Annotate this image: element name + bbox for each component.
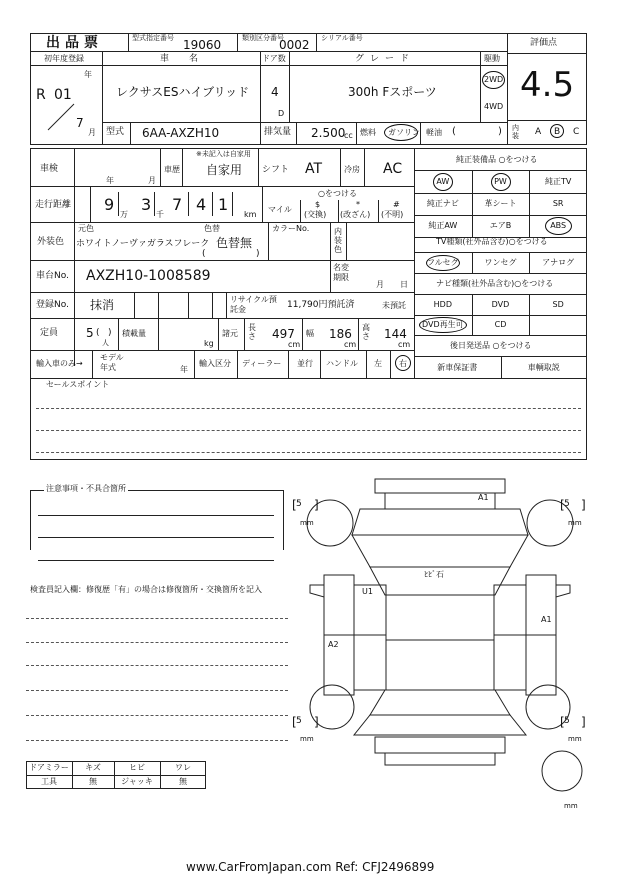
- height-unit: cm: [398, 340, 411, 349]
- bracket-fl: [: [292, 498, 297, 512]
- import-label: 輸入車のみ→: [36, 359, 83, 368]
- height-label: 高さ: [362, 323, 370, 341]
- car-name-label: 車名: [160, 54, 219, 64]
- mileage-man: 万: [120, 210, 128, 219]
- equipment-item-row-line: [414, 215, 587, 216]
- tv-title: TV種類(社外品含む)○をつける: [436, 237, 548, 246]
- interior-color-label: 内装色: [334, 227, 342, 254]
- tv-item-3: アナログ: [542, 258, 575, 267]
- bracket-rr: [: [560, 715, 565, 729]
- footer-ref: www.CarFromJapan.com Ref: CFJ2496899: [186, 860, 435, 874]
- doc-title: 出品票: [46, 35, 103, 51]
- tamper-symbol: *: [356, 200, 360, 209]
- legend-crack: ヒビ: [129, 763, 145, 772]
- navi-item-5: CD: [494, 320, 507, 329]
- mileage-circle-note: ○をつける: [318, 189, 357, 198]
- bracket-rl-close: ]: [314, 715, 319, 729]
- exterior-label: 外装色: [37, 237, 65, 247]
- legend-tools-value: 無: [89, 777, 97, 786]
- import-dealer: ディーラー: [242, 359, 282, 368]
- shift-label: シフト: [262, 165, 290, 175]
- mileage-digit-1: 9: [104, 195, 115, 214]
- equipment-item-1: AW: [436, 177, 450, 186]
- category-label: 類別区分番号: [242, 34, 284, 42]
- mark-a1-side: A1: [541, 615, 552, 624]
- equipment-item-circle-9: [545, 217, 572, 235]
- equipment-title: 純正装備品 ○をつける: [456, 155, 538, 164]
- dims-label: 諸元: [222, 329, 238, 338]
- tread-fr-value: 5: [564, 499, 573, 509]
- usage-label: 車歴: [164, 165, 180, 174]
- doors-label: ドア数: [262, 54, 286, 63]
- load-unit: kg: [204, 339, 214, 348]
- grade-score: 4.5: [520, 65, 575, 105]
- mileage-digit-5: 1: [218, 195, 229, 214]
- tread-fl-value: 5: [296, 499, 305, 509]
- year-unit: 年: [84, 70, 92, 79]
- model-type-label: 型式: [106, 127, 125, 137]
- tv-item-col-line: [472, 253, 473, 273]
- capacity-unit: 人: [102, 339, 109, 347]
- tv-item-col-line: [529, 253, 530, 273]
- legend-scratch: キズ: [85, 763, 101, 772]
- tread-rl-value: 5: [296, 716, 305, 726]
- navi-item-bottom-line: [414, 335, 587, 336]
- unknown-label: (不明): [381, 210, 404, 219]
- registration-label: 登録No.: [36, 300, 69, 310]
- recycle-label: リサイクル預託金: [230, 295, 277, 314]
- navi-item-circle-4: [419, 317, 467, 333]
- exterior-paren: (: [202, 249, 206, 259]
- width-unit: cm: [344, 340, 357, 349]
- tread-rl-unit: mm: [300, 735, 314, 743]
- tread-fr-unit: mm: [568, 519, 582, 527]
- tread-rr-value: 5: [564, 716, 573, 726]
- import-handle: ハンドル: [326, 359, 358, 368]
- mark-chip: ﾋﾋﾞ石: [424, 570, 444, 579]
- bracket-rr-close: ]: [581, 715, 586, 729]
- mileage-digit-4: 4: [196, 195, 207, 214]
- mileage-unit: km: [244, 210, 257, 219]
- chassis-label: 車台No.: [36, 271, 69, 281]
- mileage-sen: 千: [156, 210, 164, 219]
- equipment-item-3: 純正TV: [544, 177, 572, 186]
- tv-item-1: フルセグ: [426, 258, 459, 267]
- width-value: 186: [329, 327, 352, 341]
- equipment-item-5: 革シート: [484, 199, 517, 208]
- length-unit: cm: [288, 340, 301, 349]
- mileage-mile: マイル: [268, 205, 292, 214]
- grade-value: 300h Fスポーツ: [348, 85, 437, 99]
- inspection-label: 車検: [40, 164, 59, 174]
- usage-value: 自家用: [206, 163, 243, 177]
- legend-tools: 工具: [41, 777, 57, 786]
- equipment-item-9: ABS: [550, 221, 567, 230]
- interior-option-c: C: [573, 127, 580, 137]
- aircon-value: AC: [383, 161, 403, 177]
- tamper-label: (改ざん): [340, 210, 371, 219]
- recycle-unpaid: 未預託: [382, 301, 406, 310]
- import-division: 輸入区分: [199, 359, 231, 368]
- later-item-bottom-line: [414, 378, 587, 379]
- mark-u1: U1: [362, 587, 373, 596]
- inspector-label: 検査員記入欄：修復歴「有」の場合は修復箇所・交換箇所を記入: [30, 585, 262, 594]
- exterior-paren-close: ): [256, 249, 260, 259]
- fuel-label: 燃料: [360, 128, 376, 137]
- tv-item-2: ワンセグ: [484, 258, 517, 267]
- paren-close: ): [498, 126, 502, 137]
- first-reg-era: R: [36, 87, 46, 103]
- spare-unit: mm: [564, 802, 578, 810]
- length-label: 長さ: [248, 323, 256, 341]
- import-model-year: モデル年式: [100, 353, 124, 372]
- exterior-repaint-value: 色替無: [216, 236, 253, 250]
- import-year-unit: 年: [180, 365, 188, 374]
- capacity-value: 5: [86, 326, 94, 340]
- tread-rr-unit: mm: [568, 735, 582, 743]
- bracket-fl-close: ]: [314, 498, 319, 512]
- caution-box: [30, 490, 284, 550]
- legend-mirror: ドアミラー: [29, 763, 69, 772]
- navi-item-2: DVD: [491, 300, 510, 309]
- import-parallel: 並行: [297, 359, 313, 368]
- exterior-orig-value: ホワイトノーヴァガラスフレーク: [76, 239, 210, 249]
- tv-item-bottom-line: [414, 273, 587, 274]
- drive-label: 駆動: [484, 54, 500, 63]
- unknown-symbol: #: [393, 200, 400, 209]
- equipment-item-4: 純正ナビ: [426, 199, 459, 208]
- import-right: 右: [399, 359, 407, 368]
- mileage-label: 走行距離: [35, 200, 72, 210]
- navi-item-col-line: [529, 295, 530, 335]
- name-change-day: 日: [400, 280, 408, 289]
- category-value: 0002: [279, 38, 310, 52]
- interior-label: 内装: [512, 124, 519, 140]
- grade-label: グレード: [355, 54, 416, 64]
- registration-value: 抹消: [90, 298, 115, 312]
- caution-label: 注意事項・不具合箇所: [46, 484, 126, 493]
- equipment-item-row-line: [414, 193, 587, 194]
- capacity-label: 定員: [40, 328, 59, 338]
- tv-item-circle-1: [426, 255, 460, 271]
- width-label: 幅: [306, 329, 314, 338]
- name-change-label: 名変期限: [333, 263, 349, 282]
- car-name-value: レクサスESハイブリッド: [116, 85, 250, 99]
- serial-label: シリアル番号: [321, 34, 363, 42]
- doors-sub: D: [278, 109, 285, 118]
- equipment-item-6: SR: [552, 199, 564, 208]
- displacement-label: 排気量: [264, 127, 292, 137]
- later-item-col-line: [501, 357, 502, 378]
- interior-option-a: A: [535, 127, 542, 137]
- bracket-rl: [: [292, 715, 297, 729]
- capacity-paren: (: [96, 328, 100, 338]
- shift-value: AT: [305, 161, 323, 177]
- mark-a2: A2: [328, 640, 339, 649]
- equipment-item-col-line: [472, 171, 473, 237]
- exterior-orig-label: 元色: [78, 224, 94, 233]
- navi-item-row-line: [414, 315, 587, 316]
- bracket-fr: [: [560, 498, 565, 512]
- swap-label: (交換): [304, 210, 327, 219]
- slash-divider: [46, 102, 76, 132]
- inspection-month-unit: 月: [148, 176, 156, 185]
- name-change-month: 月: [376, 280, 384, 289]
- first-reg-month: 7: [76, 116, 84, 130]
- fuel-value: ガソリン: [388, 128, 420, 137]
- height-value: 144: [384, 327, 407, 341]
- interior-option-b: B: [554, 127, 561, 137]
- legend-jack-value: 無: [179, 777, 187, 786]
- bracket-fr-close: ]: [581, 498, 586, 512]
- aircon-label: 冷房: [344, 165, 360, 174]
- inspection-year-unit: 年: [106, 176, 114, 185]
- navi-item-4: DVD再生可: [422, 320, 464, 329]
- swap-symbol: $: [315, 200, 321, 209]
- light-oil-label: 軽油: [426, 128, 442, 137]
- equipment-item-2: PW: [494, 177, 507, 186]
- equipment-item-circle-2: [491, 173, 511, 191]
- load-label: 積載量: [122, 329, 146, 338]
- first-reg-year: 01: [54, 87, 72, 103]
- later-title: 後日発送品 ○をつける: [450, 341, 532, 350]
- navi-item-1: HDD: [433, 300, 452, 309]
- drive-4wd: 4WD: [484, 102, 504, 111]
- drive-2wd: 2WD: [484, 75, 504, 84]
- displacement-value: 2.500: [311, 126, 346, 140]
- recycle-value: 11,790円預託済: [287, 300, 355, 310]
- chassis-value: AXZH10-1008589: [86, 268, 211, 284]
- legend-break: ワレ: [175, 763, 191, 772]
- first-reg-label: 初年度登録: [44, 54, 84, 63]
- capacity-paren-close: ): [108, 328, 112, 338]
- navi-item-col-line: [472, 295, 473, 335]
- displacement-unit: cc: [344, 131, 353, 140]
- mileage-digit-3: 7: [172, 195, 183, 214]
- later-item-2: 車輌取説: [527, 362, 560, 372]
- equipment-item-8: エアB: [489, 221, 512, 230]
- color-no-label: カラーNo.: [272, 224, 310, 233]
- usage-note: ※未記入は自家用: [196, 150, 251, 158]
- sales-point-label: セールスポイント: [46, 380, 110, 389]
- length-value: 497: [272, 327, 295, 341]
- later-item-1: 新車保証書: [437, 362, 478, 372]
- model-cert-value: 19060: [183, 38, 222, 52]
- model-type-value: 6AA-AXZH10: [142, 126, 220, 140]
- mark-a1-top: A1: [478, 493, 489, 502]
- import-left: 左: [374, 359, 382, 368]
- month-unit: 月: [88, 128, 96, 137]
- equipment-item-7: 純正AW: [428, 221, 458, 230]
- score-label: 評価点: [530, 38, 558, 48]
- navi-title: ナビ種類(社外品含む)○をつける: [436, 279, 554, 288]
- exterior-repaint-label: 色替: [204, 224, 220, 233]
- equipment-item-col-line: [529, 171, 530, 237]
- paren-open: (: [452, 126, 456, 137]
- navi-item-3: SD: [552, 300, 564, 309]
- equipment-item-circle-1: [433, 173, 453, 191]
- tread-fl-unit: mm: [300, 519, 314, 527]
- mileage-digit-2: 3: [141, 195, 152, 214]
- legend-jack: ジャッキ: [121, 777, 153, 786]
- doors-value: 4: [271, 85, 279, 99]
- model-cert-label: 型式指定番号: [132, 34, 174, 42]
